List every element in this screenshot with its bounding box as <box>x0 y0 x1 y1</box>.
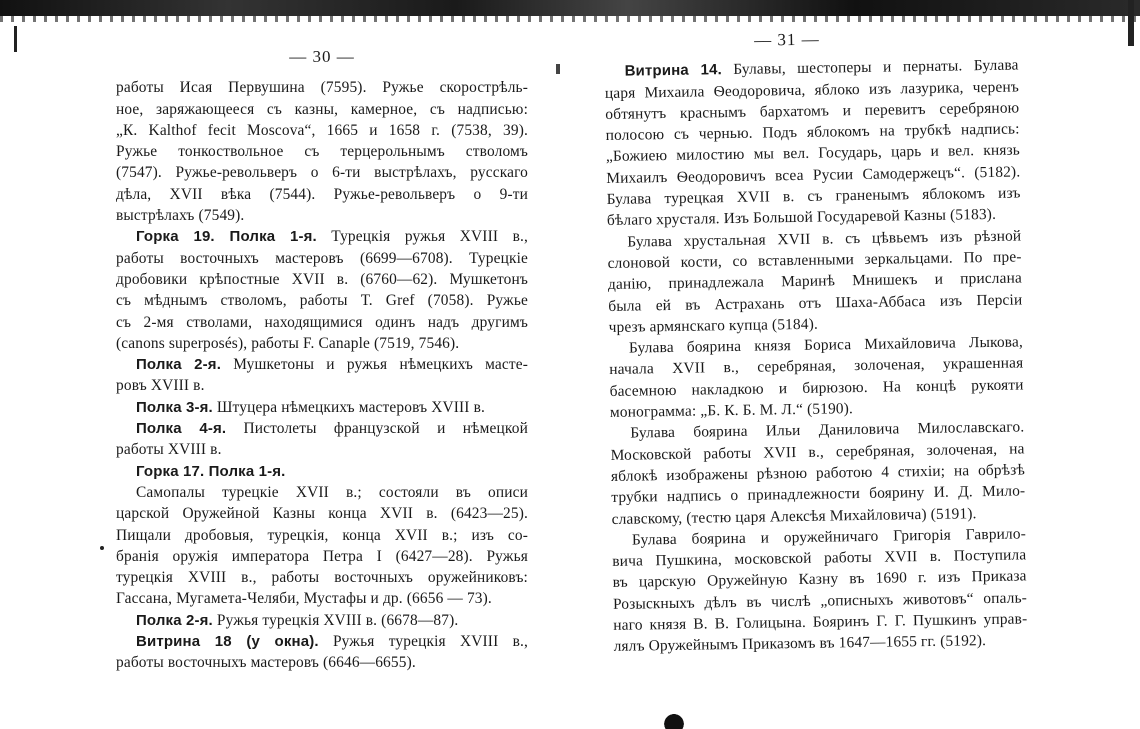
text-line <box>116 546 528 567</box>
line-text: Штуцера нѣмецкихъ мастеровъ XVIII в. <box>212 398 485 416</box>
page-body <box>116 77 528 673</box>
line-text: бранія оружія императора Петра I (6427—28). Ружья <box>116 547 528 565</box>
line-text: Пистолеты французской и нѣмецкой <box>226 420 528 438</box>
line-text: Московской работы XVII в., серебряная, золоченая, на <box>610 440 1025 464</box>
line-text: полосою съ чернью. Подъ яблокомъ на трубкѣ надпись: <box>605 120 1020 145</box>
line-text: „Божиею милостию мы вел. Государь, царь и вел. князь <box>605 141 1021 166</box>
text-line <box>116 99 528 120</box>
text-line <box>116 162 528 183</box>
heading-line <box>116 226 528 247</box>
text-line <box>116 141 528 162</box>
scan-left-mark <box>14 26 17 52</box>
text-line <box>116 184 528 205</box>
text-line <box>116 248 528 269</box>
line-text: была ей въ Астрахань отъ Шаха-Аббаса изъ Персіи <box>608 291 1023 315</box>
line-text: ровъ XVIII в. <box>116 377 205 395</box>
line-text: работы Исая Первушина (7595). Ружье скорострѣль- <box>116 79 528 97</box>
line-text: работы XVIII в. <box>116 441 222 459</box>
text-line <box>116 525 528 546</box>
line-text: Турецкія ружья XVIII в., <box>316 228 528 246</box>
text-line <box>116 290 528 311</box>
line-text: обтянутъ краснымъ бархатомъ и перевитъ серебряною <box>605 99 1020 123</box>
line-text: дробовики крѣпостные XVII в. (6760—62). Мушкетонъ <box>116 270 528 288</box>
page-body <box>604 55 1027 658</box>
text-line <box>116 567 528 588</box>
line-text: Ружья турецкія XVIII в., <box>318 633 528 651</box>
heading-line <box>116 631 528 652</box>
line-text: басемною накладкою и бирюзою. На концѣ рукояти <box>609 376 1024 400</box>
heading-line <box>116 610 528 631</box>
text-line <box>116 588 528 609</box>
text-line <box>116 120 528 141</box>
line-text: работы восточныхъ мастеровъ (6699—6708). Турецкіе <box>116 249 528 267</box>
section-heading: Горка 19. Полка 1-я. <box>136 228 317 246</box>
scan-right-edge <box>1128 0 1134 46</box>
line-text: ное, заряжающееся съ казны, камерное, съ надписью: <box>116 100 528 118</box>
text-line <box>116 269 528 290</box>
line-text: (canons superposés), работы F. Canaple (7519, 7546). <box>116 334 460 352</box>
line-text: въ царскую Оружейную Казну въ 1690 г. изъ Приказа <box>612 567 1027 592</box>
page-number: — 31 — <box>753 29 820 50</box>
right-page <box>604 25 1028 657</box>
line-text: Самопалы турецкіе XVII в.; состояли въ описи <box>136 483 528 501</box>
section-heading: Полка 4-я. <box>136 420 227 438</box>
heading-line <box>116 418 528 439</box>
line-text: данію, принадлежала Маринѣ Мнишекъ и прислана <box>607 269 1023 294</box>
line-text: съ мѣднымъ стволомъ, работы Т. Gref (7058). Ружье <box>116 292 528 310</box>
line-text: работы восточныхъ мастеровъ (6646—6655). <box>116 654 416 672</box>
line-text: Ружья турецкія XVIII в. (6678—87). <box>212 611 459 629</box>
line-text: монограмма: „Б. К. Б. М. Л.“ (5190). <box>609 400 854 421</box>
line-text: Михаилъ Ѳеодоровичъ всеа Русии Самодержецъ“. (5182). <box>606 163 1021 187</box>
scan-top-edge <box>0 0 1140 16</box>
line-text: вича Пушкина, московской работы XVII в. Поступила <box>612 546 1027 571</box>
line-text: „К. Kalthof fecit Moscova“, 1665 и 1658 г. (7538, 39). <box>116 121 528 139</box>
heading-line <box>116 354 528 375</box>
text-line <box>116 503 528 524</box>
line-text: чрезъ армянскаго купца (5184). <box>608 315 819 336</box>
line-text: славскому, (тестю царя Алексѣя Михайловича) (5191). <box>611 504 977 528</box>
line-text: Булавы, шестоперы и пернаты. Булава <box>721 56 1019 79</box>
line-text: Пищали дробовыя, турецкія, конца XVII в.; изъ со- <box>116 526 528 544</box>
section-heading: Полка 2-я. <box>136 356 222 374</box>
scan-bottom-mark <box>662 712 692 729</box>
line-text: трубки надпись о принадлежности боярину И. Д. Мило- <box>611 482 1026 507</box>
text-line <box>116 312 528 333</box>
section-heading: Полка 2-я. <box>136 611 213 629</box>
line-text: Булава боярина Ильи Даниловича Милославскаго. <box>630 418 1025 442</box>
text-line <box>116 482 528 503</box>
text-line <box>116 652 528 673</box>
line-text: яблокѣ изображены рѣзною работою 4 стихіи; на обрѣзѣ <box>610 461 1026 485</box>
line-text: Булава хрустальная XVII в. съ цѣвьемъ изъ рѣзной <box>627 227 1022 251</box>
gutter-mark <box>556 64 560 74</box>
line-text: выстрѣлахъ (7549). <box>116 207 245 225</box>
line-text: Ружье тонкоствольное съ терцерольнымъ стволомъ <box>116 143 528 161</box>
line-text: Розыскныхъ дѣлъ въ числѣ „описныхъ животовъ“ опаль- <box>612 589 1028 613</box>
page-number: — 30 — <box>289 47 355 66</box>
line-text: Булава боярина и оружейничаго Григорія Гаврило- <box>631 525 1027 549</box>
section-heading: Горка 17. Полка 1-я. <box>136 462 286 480</box>
line-text: (7547). Ружье-револьверъ о 6-ти выстрѣлахъ, русскаго <box>116 164 528 182</box>
line-text: наго князя В. В. Голицына. Бояринъ Г. Г. Пушкинъ управ- <box>613 610 1028 634</box>
line-text: бѣлаго хрусталя. Изъ Большой Государевой Казны (5183). <box>606 206 997 230</box>
line-text: съ 2-мя стволами, находящимися одинъ надъ другимъ <box>116 313 528 331</box>
text-line <box>116 77 528 98</box>
line-text: лялъ Оружейнымъ Приказомъ въ 1647—1655 гг. (5192). <box>613 632 987 656</box>
line-text: дѣла, XVII вѣка (7544). Ружье-револьверъ о 9-ти <box>116 185 528 203</box>
line-text: Булава боярина князя Бориса Михайловича Лыкова, <box>628 333 1024 357</box>
line-text: Булава турецкая XVII в. съ граненымъ яблокомъ изъ <box>606 184 1021 209</box>
heading-line <box>116 461 528 482</box>
line-text: Мушкетоны и ружья нѣмецкихъ масте- <box>221 356 529 374</box>
line-text: слоновой кости, со вставленными зеркальцами. По пре- <box>607 248 1022 272</box>
section-heading: Полка 3-я. <box>136 398 213 416</box>
ink-dot <box>100 546 104 550</box>
heading-line <box>116 397 528 418</box>
text-line <box>116 439 528 460</box>
text-line <box>116 333 528 354</box>
line-text: царской Оружейной Казны конца XVII в. (6423—25). <box>116 505 528 523</box>
line-text: турецкія XVIII в., работы восточныхъ оружейниковъ: <box>116 569 528 587</box>
text-line <box>116 375 528 396</box>
line-text: Гассана, Мугамета-Челяби, Мустафы и др. (6656 — 73). <box>116 590 492 608</box>
section-heading: Витрина 14. <box>624 61 723 80</box>
text-line <box>116 205 528 226</box>
left-page <box>116 46 528 674</box>
line-text: царя Михаила Ѳеодоровича, яблоко изъ лазурика, черенъ <box>604 78 1020 102</box>
section-heading: Витрина 18 (у окна). <box>136 633 319 651</box>
line-text: начала XVII в., серебряная, золоченая, украшенная <box>609 354 1024 379</box>
